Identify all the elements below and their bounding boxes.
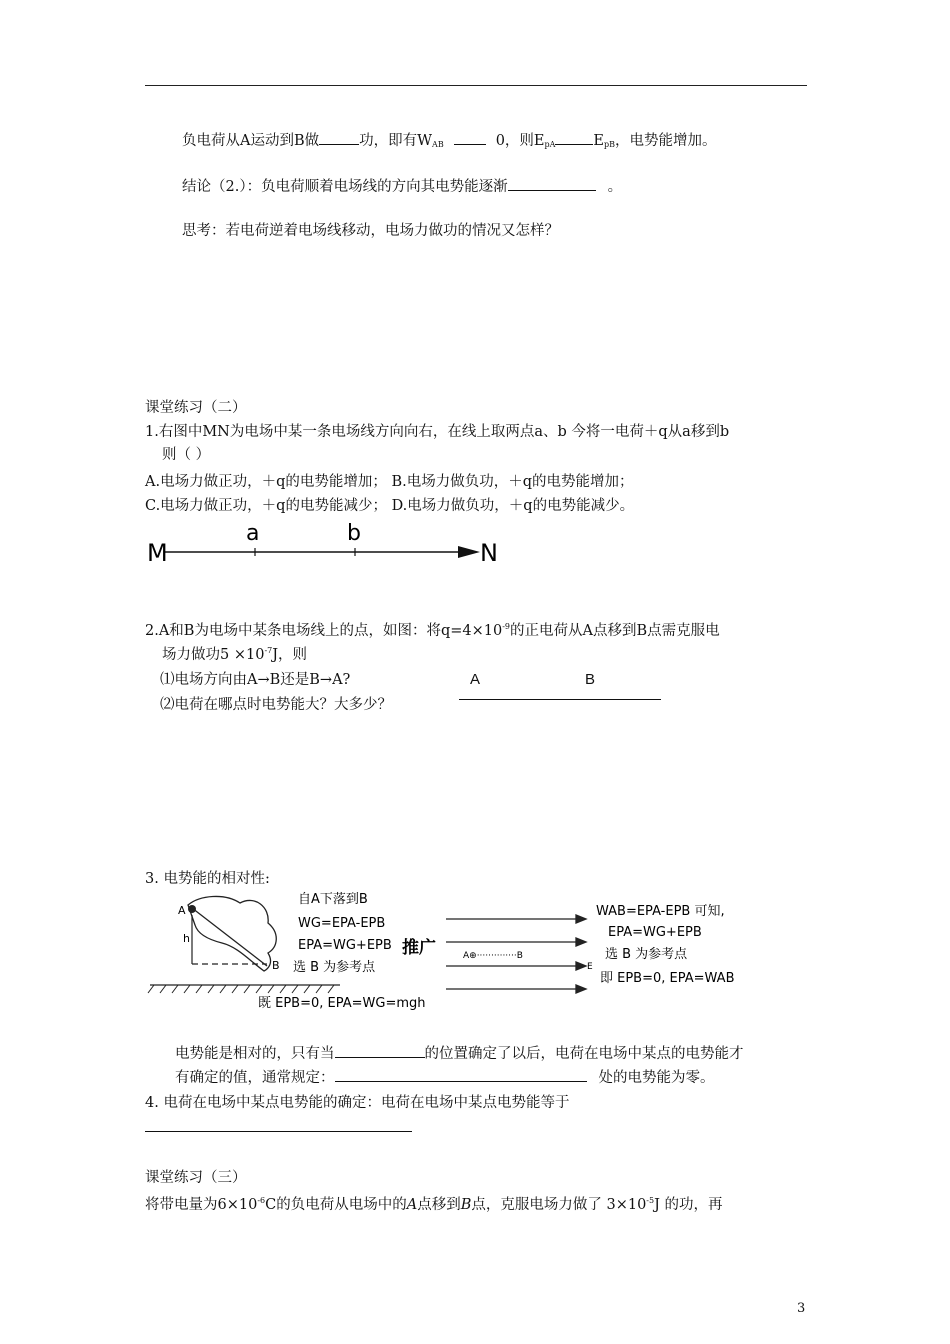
question-2-sub-1: ⑴电场方向由A→B还是B→A? <box>160 672 351 688</box>
text: 有确定的值，通常规定： <box>175 1070 335 1086</box>
paragraph-negative-charge-work <box>182 129 717 150</box>
fig-text-epa: EPA=WG+EPB <box>298 938 392 953</box>
text: J 的功，再 <box>654 1197 723 1213</box>
text: 的位置确定了以后，电荷在电场中某点的电势能才 <box>424 1046 744 1062</box>
superscript: -5 <box>646 1196 655 1205</box>
text: ，电势能增加。 <box>615 133 717 149</box>
fig-text-mgh: 既 EPB=0, EPA=WG=mgh <box>258 996 426 1011</box>
relativity-paragraph-line-2 <box>175 1066 715 1087</box>
blank-1[interactable] <box>319 131 359 145</box>
question-1-line-1: 1.右图中MN为电场中某一条电场线方向向右，在线上取两点a、b 今将一电荷＋q从a移到b <box>145 424 730 440</box>
text: C的负电荷从电场中的 <box>265 1197 407 1213</box>
ground-hatching <box>148 985 334 993</box>
fig-text-ab-charge: A⊕··············B <box>463 951 523 961</box>
blank-4[interactable] <box>508 177 596 191</box>
subscript: pB <box>604 140 616 149</box>
section-title-exercise-3: 课堂练习（三） <box>145 1170 247 1186</box>
text: 点，克服电场力做了 3×10 <box>471 1197 647 1213</box>
blank-7[interactable] <box>145 1131 412 1132</box>
figure-ab-line <box>459 699 661 700</box>
text: 的正电荷从A点移到B点需克服电 <box>510 623 720 639</box>
section-title-exercise-2: 课堂练习（二） <box>145 400 247 416</box>
text: 0，则E <box>495 133 545 149</box>
superscript: -9 <box>502 622 511 631</box>
text: E <box>593 133 605 149</box>
relativity-figure <box>140 885 780 1020</box>
options-c-d: C.电场力做正功，＋q的电势能减少； D.电场力做负功，＋q的电势能减少。 <box>145 498 635 514</box>
superscript: -6 <box>257 1196 266 1205</box>
point-a: A <box>406 1197 418 1213</box>
blank-3[interactable] <box>555 131 593 145</box>
figure-label-a: A <box>470 671 481 688</box>
text: 处的电势能为零。 <box>598 1070 715 1086</box>
relativity-paragraph-line-1 <box>175 1042 744 1063</box>
text: 场力做功5 ×10 <box>162 647 265 663</box>
exercise-3-question <box>145 1193 723 1214</box>
text: 电势能是相对的，只有当 <box>175 1046 335 1062</box>
field-line-mn-figure <box>140 515 520 570</box>
fig-text-conclusion: 即 EPB=0, EPA=WAB <box>600 971 735 986</box>
paragraph-think: 思考：若电荷逆着电场线移动，电场力做功的情况又怎样？ <box>182 223 559 239</box>
fig-text-wab: WAB=EPA-EPB 可知, <box>596 904 725 919</box>
text: 2.A和B为电场中某条电场线上的点，如图：将q=4×10 <box>145 623 503 639</box>
header-rule <box>145 85 807 86</box>
text: 负电荷从A运动到B做 <box>182 133 320 149</box>
question-2-sub-2: ⑵电荷在哪点时电势能大？大多少？ <box>160 697 392 713</box>
paragraph-conclusion-2 <box>182 175 622 196</box>
subscript: pA <box>544 140 556 149</box>
question-2-line-1 <box>145 619 720 640</box>
blank-5[interactable] <box>335 1044 425 1058</box>
fig-text-ref: 选 B 为参考点 <box>293 960 376 975</box>
text: 点移到 <box>417 1197 461 1213</box>
point-a <box>188 905 196 913</box>
superscript: -7 <box>264 646 273 655</box>
fig-text-e: E <box>587 962 593 972</box>
text: 功，即有W <box>359 133 433 149</box>
page-number: 3 <box>797 1301 806 1316</box>
text: J，则 <box>272 647 308 663</box>
subscript: AB <box>432 140 444 149</box>
question-1-line-2: 则（ ） <box>162 447 211 463</box>
fig-text-wg: WG=EPA-EPB <box>298 916 386 931</box>
point-b: B <box>460 1197 472 1213</box>
figure-label-b: B <box>585 671 596 688</box>
text: 结论（2.）：负电荷顺着电场线的方向其电势能逐渐 <box>182 179 508 195</box>
fig-text-generalize: 推广 <box>402 938 436 958</box>
text: 将带电量为6×10 <box>145 1197 258 1213</box>
text: 。 <box>607 179 623 195</box>
question-2-line-2 <box>162 643 307 664</box>
falling-path-outline <box>188 896 276 971</box>
fig-text-epa-right: EPA=WG+EPB <box>608 925 702 940</box>
section-3-title: 3. 电势能的相对性: <box>145 871 270 887</box>
fig-text-ref-right: 选 B 为参考点 <box>605 947 688 962</box>
straight-path <box>192 908 267 966</box>
arrow-head <box>458 546 480 558</box>
label-n: N <box>480 539 498 567</box>
label-b: B <box>272 959 280 972</box>
label-h: h <box>183 932 190 945</box>
section-4-text: 4. 电荷在电场中某点电势能的确定：电荷在电场中某点电势能等于 <box>145 1095 570 1111</box>
blank-6[interactable] <box>335 1068 587 1082</box>
label-m: M <box>147 539 168 567</box>
options-a-b: A.电场力做正功，＋q的电势能增加； B.电场力做负功，＋q的电势能增加； <box>145 474 634 490</box>
label-a: a <box>246 521 260 546</box>
blank-2[interactable] <box>454 131 486 145</box>
label-b: b <box>347 521 361 546</box>
label-a: A <box>178 904 186 917</box>
fig-text-fall: 自A下落到B <box>298 892 368 907</box>
